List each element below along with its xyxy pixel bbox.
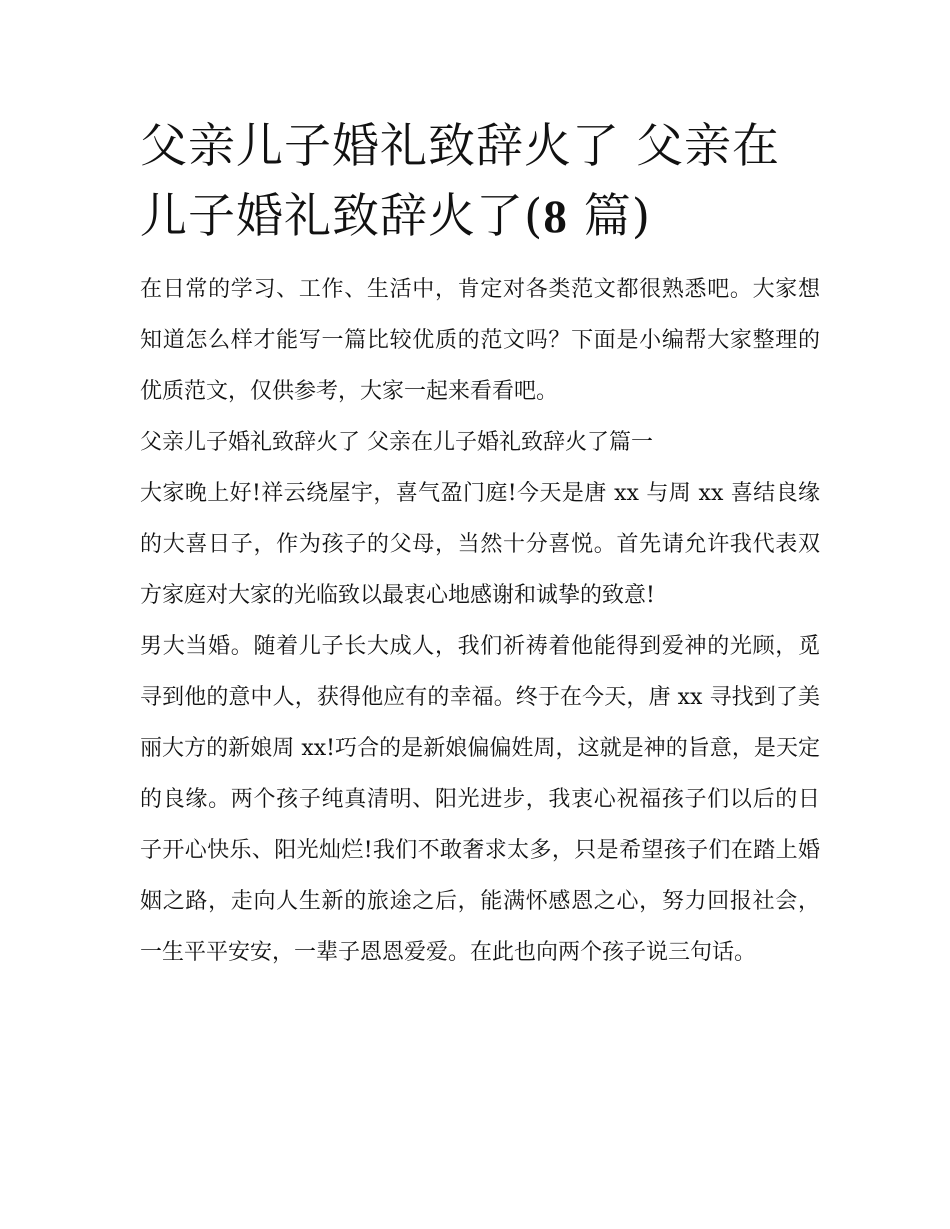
body-paragraph: 男大当婚。随着儿子长大成人，我们祈祷着他能得到爱神的光顾，觅寻到他的意中人，获得他应有的幸福。终于在今天，唐 xx 寻找到了美丽大方的新娘周 xx!巧合的是新娘偏偏姓周，这就是神的旨意，是天定的良缘。两个孩子纯真清明、阳光进步，我衷心祝福孩子们以后的日子开心快乐、阳光灿烂!我们不敢奢求太多，只是希望孩子们在踏上婚姻之路，走向人生新的旅途之后，能满怀感恩之心，努力回报社会，一生平平安安，一辈子恩恩爱爱。在此也向两个孩子说三句话。 (140, 634, 820, 965)
title-text-part1: 父亲儿子婚礼致辞火了 父亲在儿子婚礼致辞火了( (140, 119, 780, 244)
intro-paragraph: 在日常的学习、工作、生活中，肯定对各类范文都很熟悉吧。大家想知道怎么样才能写一篇比较优质的范文吗？下面是小编帮大家整理的优质范文，仅供参考，大家一起来看看吧。 (140, 277, 820, 404)
title-text-part2: 篇) (567, 189, 652, 244)
section-heading: 父亲儿子婚礼致辞火了 父亲在儿子婚礼致辞火了篇一 (140, 430, 653, 455)
body-paragraph: 大家晚上好!祥云绕屋宇，喜气盈门庭!今天是唐 xx 与周 xx 喜结良缘的大喜日子，作为孩子的父母，当然十分喜悦。首先请允许我代表双方家庭对大家的光临致以最衷心地感谢和诚挚的致意! (140, 481, 820, 608)
title-number: 8 (543, 191, 568, 243)
document-page (140, 112, 820, 978)
document-title (140, 112, 820, 252)
